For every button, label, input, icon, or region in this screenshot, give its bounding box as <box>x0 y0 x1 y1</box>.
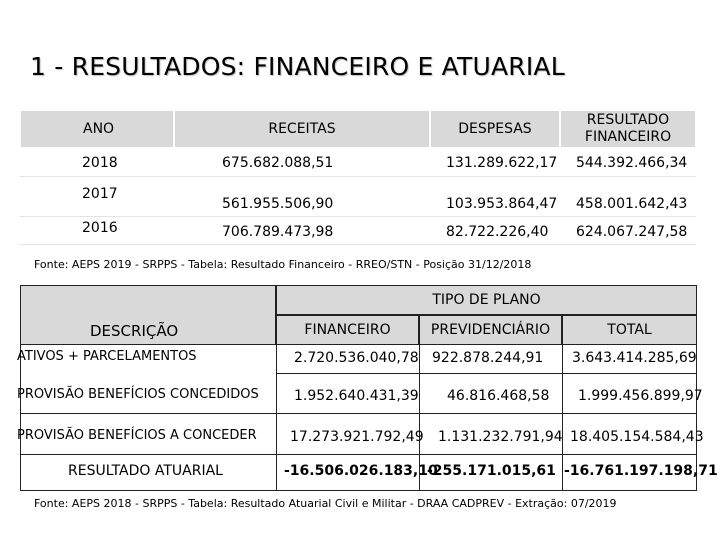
row-despesas: 82.722.226,40 <box>446 224 549 240</box>
row-despesas: 103.953.864,47 <box>446 196 558 212</box>
page-title: 1 - RESULTADOS: FINANCEIRO E ATUARIAL <box>30 52 565 81</box>
row-total: 18.405.154.584,43 <box>570 429 704 445</box>
footnote-financeiro: Fonte: AEPS 2019 - SRPPS - Tabela: Resultado Financeiro - RREO/STN - Posição 31/12/2018 <box>34 258 532 271</box>
header-total: TOTAL <box>562 315 697 345</box>
row-descricao-resultado: RESULTADO ATUARIAL <box>68 463 223 479</box>
row-resultado: 544.392.466,34 <box>576 155 688 171</box>
row-financeiro: 2.720.536.040,78 <box>294 350 419 366</box>
row-previdenciario: 1.131.232.791,94 <box>438 429 563 445</box>
row-receitas: 561.955.506,90 <box>222 196 334 212</box>
header-despesas: DESPESAS <box>430 110 560 148</box>
row-financeiro: 17.273.921.792,49 <box>290 429 424 445</box>
header-receitas: RECEITAS <box>174 110 430 148</box>
row-total: 3.643.414.285,69 <box>572 350 697 366</box>
row-ano: 2016 <box>82 220 118 236</box>
header-resultado-line1: RESULTADO <box>586 112 670 128</box>
row-resultado: 458.001.642,43 <box>576 196 688 212</box>
header-tipo-de-plano: TIPO DE PLANO <box>276 285 697 315</box>
header-descricao: DESCRIÇÃO <box>90 322 179 340</box>
row-previdenciario: 46.816.468,58 <box>447 388 550 404</box>
row-receitas: 706.789.473,98 <box>222 224 334 240</box>
header-ano: ANO <box>20 110 174 148</box>
row-despesas: 131.289.622,17 <box>446 155 558 171</box>
row-descricao: ATIVOS + PARCELAMENTOS <box>17 349 197 364</box>
row-previdenciario-resultado: -255.171.015,61 <box>427 463 556 479</box>
row-total-resultado: -16.761.197.198,71 <box>564 463 718 479</box>
header-resultado-line2: FINANCEIRO <box>584 129 672 145</box>
footnote-atuarial: Fonte: AEPS 2018 - SRPPS - Tabela: Resultado Atuarial Civil e Militar - DRAA CADPREV - Extração: 07/2019 <box>34 497 617 510</box>
row-financeiro-resultado: -16.506.026.183,10 <box>284 463 438 479</box>
header-resultado-financeiro <box>560 110 696 148</box>
row-total: 1.999.456.899,97 <box>578 388 703 404</box>
header-financeiro: FINANCEIRO <box>276 315 419 345</box>
header-previdenciario: PREVIDENCIÁRIO <box>419 315 562 345</box>
row-ano: 2017 <box>82 186 118 202</box>
row-descricao: PROVISÃO BENEFÍCIOS A CONCEDER <box>17 428 257 443</box>
row-previdenciario: 922.878.244,91 <box>432 350 544 366</box>
row-resultado: 624.067.247,58 <box>576 224 688 240</box>
row-descricao: PROVISÃO BENEFÍCIOS CONCEDIDOS <box>17 387 259 402</box>
row-financeiro: 1.952.640.431,39 <box>294 388 419 404</box>
row-ano: 2018 <box>82 155 118 171</box>
row-receitas: 675.682.088,51 <box>222 155 334 171</box>
